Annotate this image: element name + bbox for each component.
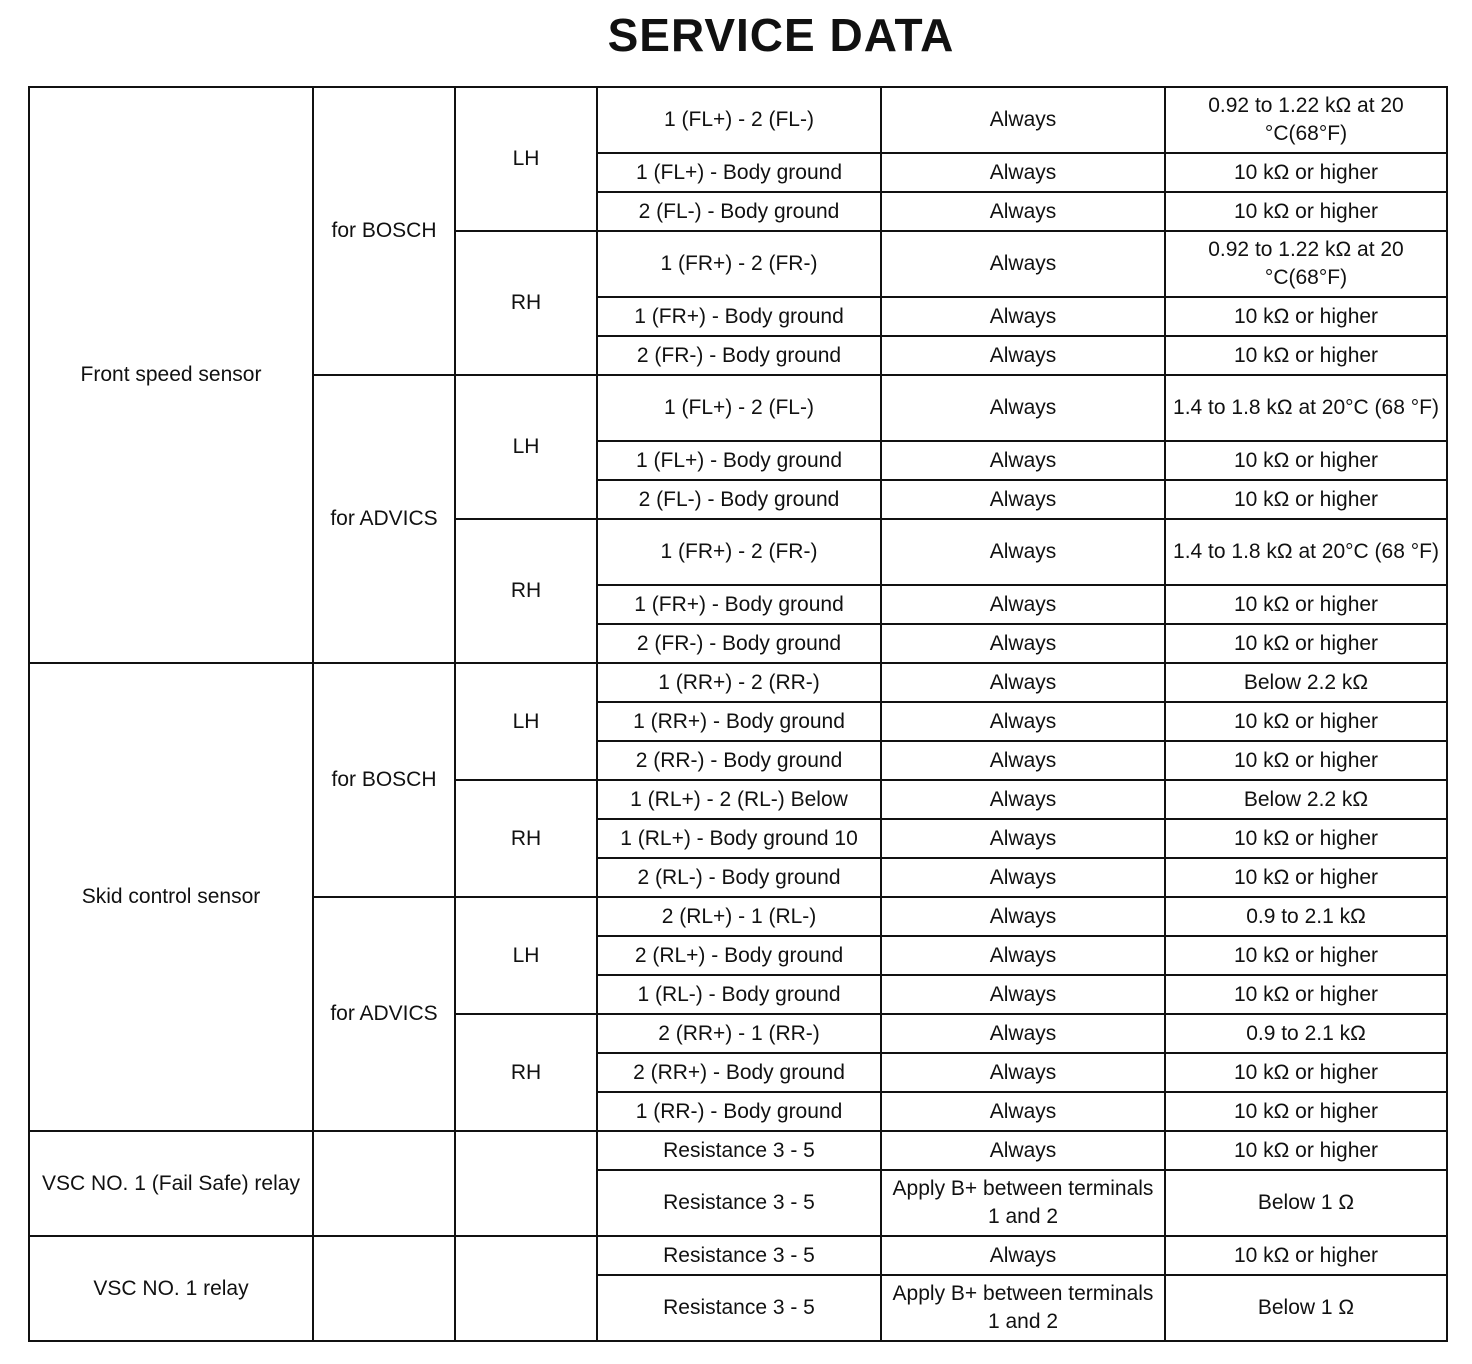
terminal-cell: 1 (RL+) - Body ground 10: [597, 819, 881, 858]
terminal-cell: 1 (FL+) - 2 (FL-): [597, 87, 881, 153]
specified-condition-cell: 10 kΩ or higher: [1165, 153, 1447, 192]
specified-condition-cell: 10 kΩ or higher: [1165, 192, 1447, 231]
specified-condition-cell: 10 kΩ or higher: [1165, 624, 1447, 663]
service-data-table: [28, 86, 1448, 1342]
maker-cell: for BOSCH: [313, 87, 455, 375]
terminal-cell: Resistance 3 - 5: [597, 1275, 881, 1341]
maker-cell: for BOSCH: [313, 663, 455, 897]
terminal-cell: 2 (RL+) - 1 (RL-): [597, 897, 881, 936]
maker-cell: for ADVICS: [313, 897, 455, 1131]
table-row: [29, 663, 1447, 702]
specified-condition-cell: 10 kΩ or higher: [1165, 975, 1447, 1014]
condition-cell: Always: [881, 975, 1165, 1014]
table-row: [29, 1131, 1447, 1170]
terminal-cell: 1 (FL+) - Body ground: [597, 441, 881, 480]
specified-condition-cell: Below 1 Ω: [1165, 1170, 1447, 1236]
terminal-cell: 1 (RR+) - Body ground: [597, 702, 881, 741]
condition-cell: Always: [881, 441, 1165, 480]
empty-cell: [455, 1236, 597, 1341]
side-cell: LH: [455, 87, 597, 231]
empty-cell: [313, 1131, 455, 1236]
condition-cell: Always: [881, 702, 1165, 741]
specified-condition-cell: 1.4 to 1.8 kΩ at 20°C (68 °F): [1165, 375, 1447, 441]
terminal-cell: 1 (FR+) - 2 (FR-): [597, 519, 881, 585]
table-row: [29, 87, 1447, 153]
condition-cell: Always: [881, 858, 1165, 897]
table-row: [29, 1236, 1447, 1275]
condition-cell: Always: [881, 231, 1165, 297]
specified-condition-cell: 10 kΩ or higher: [1165, 480, 1447, 519]
condition-cell: Always: [881, 297, 1165, 336]
specified-condition-cell: Below 2.2 kΩ: [1165, 663, 1447, 702]
specified-condition-cell: 10 kΩ or higher: [1165, 1053, 1447, 1092]
specified-condition-cell: Below 2.2 kΩ: [1165, 780, 1447, 819]
condition-cell: Apply B+ between terminals 1 and 2: [881, 1275, 1165, 1341]
side-cell: LH: [455, 375, 597, 519]
terminal-cell: 2 (RR+) - 1 (RR-): [597, 1014, 881, 1053]
condition-cell: Always: [881, 336, 1165, 375]
condition-cell: Always: [881, 1131, 1165, 1170]
condition-cell: Always: [881, 192, 1165, 231]
condition-cell: Always: [881, 936, 1165, 975]
specified-condition-cell: 10 kΩ or higher: [1165, 441, 1447, 480]
specified-condition-cell: 0.92 to 1.22 kΩ at 20 °C(68°F): [1165, 231, 1447, 297]
terminal-cell: 2 (FR-) - Body ground: [597, 336, 881, 375]
side-cell: RH: [455, 519, 597, 663]
component-name-cell: Front speed sensor: [29, 87, 313, 663]
condition-cell: Always: [881, 780, 1165, 819]
terminal-cell: 2 (RL+) - Body ground: [597, 936, 881, 975]
component-name-cell: VSC NO. 1 relay: [29, 1236, 313, 1341]
specified-condition-cell: 10 kΩ or higher: [1165, 936, 1447, 975]
empty-cell: [455, 1131, 597, 1236]
terminal-cell: Resistance 3 - 5: [597, 1170, 881, 1236]
side-cell: RH: [455, 1014, 597, 1131]
terminal-cell: 2 (FL-) - Body ground: [597, 480, 881, 519]
specified-condition-cell: 10 kΩ or higher: [1165, 1092, 1447, 1131]
specified-condition-cell: 0.9 to 2.1 kΩ: [1165, 1014, 1447, 1053]
terminal-cell: 1 (RL-) - Body ground: [597, 975, 881, 1014]
condition-cell: Always: [881, 1053, 1165, 1092]
condition-cell: Always: [881, 585, 1165, 624]
terminal-cell: 1 (FR+) - Body ground: [597, 585, 881, 624]
terminal-cell: 1 (RR+) - 2 (RR-): [597, 663, 881, 702]
condition-cell: Always: [881, 375, 1165, 441]
specified-condition-cell: 10 kΩ or higher: [1165, 819, 1447, 858]
specified-condition-cell: 10 kΩ or higher: [1165, 1236, 1447, 1275]
specified-condition-cell: 10 kΩ or higher: [1165, 336, 1447, 375]
specified-condition-cell: Below 1 Ω: [1165, 1275, 1447, 1341]
specified-condition-cell: 0.9 to 2.1 kΩ: [1165, 897, 1447, 936]
condition-cell: Always: [881, 480, 1165, 519]
terminal-cell: 1 (FR+) - Body ground: [597, 297, 881, 336]
specified-condition-cell: 0.92 to 1.22 kΩ at 20 °C(68°F): [1165, 87, 1447, 153]
component-name-cell: VSC NO. 1 (Fail Safe) relay: [29, 1131, 313, 1236]
terminal-cell: Resistance 3 - 5: [597, 1131, 881, 1170]
side-cell: LH: [455, 663, 597, 780]
condition-cell: Always: [881, 897, 1165, 936]
condition-cell: Always: [881, 87, 1165, 153]
condition-cell: Always: [881, 153, 1165, 192]
condition-cell: Always: [881, 819, 1165, 858]
terminal-cell: 2 (RR-) - Body ground: [597, 741, 881, 780]
terminal-cell: Resistance 3 - 5: [597, 1236, 881, 1275]
side-cell: LH: [455, 897, 597, 1014]
condition-cell: Always: [881, 519, 1165, 585]
terminal-cell: 1 (FL+) - Body ground: [597, 153, 881, 192]
condition-cell: Always: [881, 624, 1165, 663]
condition-cell: Always: [881, 1092, 1165, 1131]
specified-condition-cell: 10 kΩ or higher: [1165, 1131, 1447, 1170]
specified-condition-cell: 10 kΩ or higher: [1165, 702, 1447, 741]
side-cell: RH: [455, 780, 597, 897]
side-cell: RH: [455, 231, 597, 375]
maker-cell: for ADVICS: [313, 375, 455, 663]
component-name-cell: Skid control sensor: [29, 663, 313, 1131]
terminal-cell: 1 (FR+) - 2 (FR-): [597, 231, 881, 297]
condition-cell: Always: [881, 663, 1165, 702]
condition-cell: Always: [881, 1014, 1165, 1053]
specified-condition-cell: 1.4 to 1.8 kΩ at 20°C (68 °F): [1165, 519, 1447, 585]
page-title: SERVICE DATA: [607, 9, 955, 61]
specified-condition-cell: 10 kΩ or higher: [1165, 297, 1447, 336]
terminal-cell: 1 (RR-) - Body ground: [597, 1092, 881, 1131]
terminal-cell: 1 (FL+) - 2 (FL-): [597, 375, 881, 441]
terminal-cell: 2 (RL-) - Body ground: [597, 858, 881, 897]
terminal-cell: 1 (RL+) - 2 (RL-) Below: [597, 780, 881, 819]
empty-cell: [313, 1236, 455, 1341]
condition-cell: Always: [881, 1236, 1165, 1275]
specified-condition-cell: 10 kΩ or higher: [1165, 858, 1447, 897]
specified-condition-cell: 10 kΩ or higher: [1165, 741, 1447, 780]
terminal-cell: 2 (RR+) - Body ground: [597, 1053, 881, 1092]
terminal-cell: 2 (FL-) - Body ground: [597, 192, 881, 231]
condition-cell: Always: [881, 741, 1165, 780]
specified-condition-cell: 10 kΩ or higher: [1165, 585, 1447, 624]
terminal-cell: 2 (FR-) - Body ground: [597, 624, 881, 663]
condition-cell: Apply B+ between terminals 1 and 2: [881, 1170, 1165, 1236]
